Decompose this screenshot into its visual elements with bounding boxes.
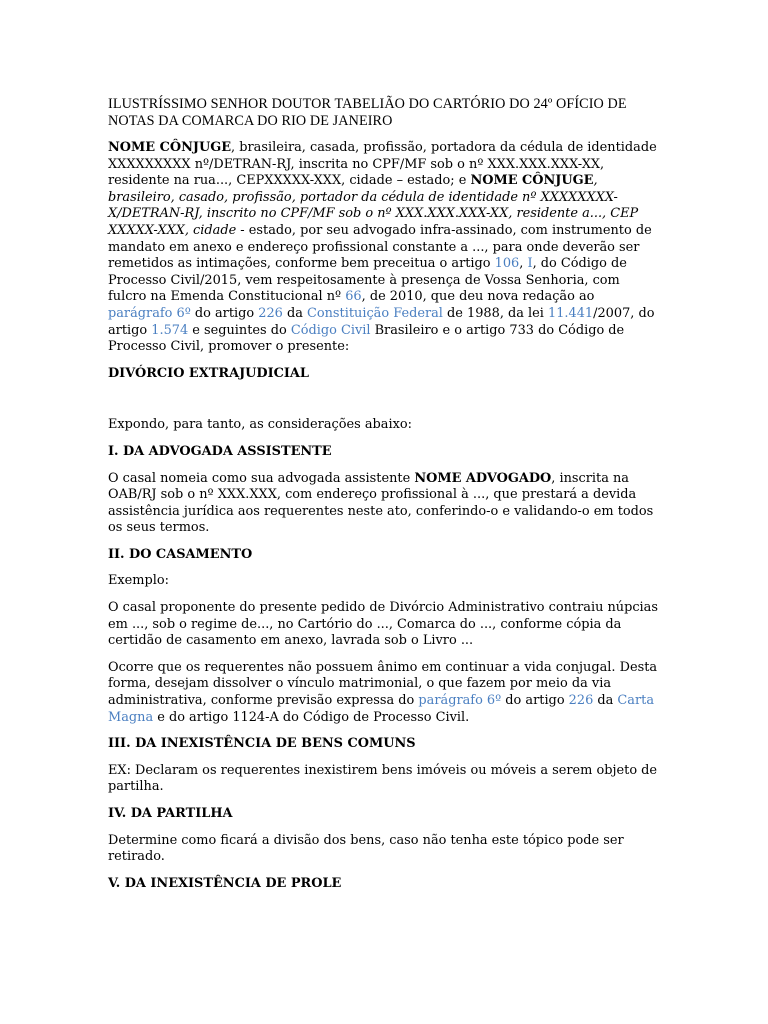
section-2-paragraph-1: O casal proponente do presente pedido de Divórcio Administrativo contraiu núpcias em ..., sob o regime de..., no Cartório do ..., Comarca do ..., conforme cópia da certidão de casamento em anexo, lavrada sob o Livro ... <box>108 600 658 649</box>
section-2-paragraph-2: Ocorre que os requerentes não possuem ânimo em continuar a vida conjugal. Desta forma, desejam dissolver o vínculo matrimonial, o que fazem por meio da via administrativa, conforme previsão expressa do parágrafo 6º do artigo 226 da Carta Magna e do artigo 1124-A do Código de Processo Civil. <box>108 659 658 725</box>
spouse-2-name: NOME CÔNJUGE <box>470 173 594 189</box>
link-paragrafo-6-b[interactable]: parágrafo 6º <box>418 693 502 709</box>
section-1-title: I. DA ADVOGADA ASSISTENTE <box>108 443 332 459</box>
action-title: DIVÓRCIO EXTRAJUDICIAL <box>108 365 309 381</box>
section-4-paragraph: Determine como ficará a divisão dos bens, caso não tenha este tópico pode ser retirado. <box>108 832 624 865</box>
link-carta-magna[interactable]: Carta Magna <box>108 693 654 725</box>
link-paragrafo-6[interactable]: parágrafo 6º <box>108 305 191 321</box>
section-2-title: II. DO CASAMENTO <box>108 546 253 562</box>
link-artigo-226[interactable]: 226 <box>258 305 283 321</box>
link-constituicao-federal[interactable]: Constituição Federal <box>307 305 443 321</box>
link-codigo-civil[interactable]: Código Civil <box>290 322 371 338</box>
link-artigo-106[interactable]: 106 <box>494 256 520 272</box>
section-3-title: III. DA INEXISTÊNCIA DE BENS COMUNS <box>108 736 416 752</box>
section-1-paragraph: O casal nomeia como sua advogada assistente NOME ADVOGADO, inscrita na OAB/RJ sob o nº XXX.XXX, com endereço profissional à ..., que prestará a devida assistência jurídica aos requerentes neste ato, conferindo-o e validando-o em todos os seus termos. <box>108 470 654 536</box>
intro-paragraph: NOME CÔNJUGE, brasileira, casada, profissão, portadora da cédula de identidade XXXXXXXXX nº/DETRAN-RJ, inscrita no CPF/MF sob o nº XXX.XXX.XXX-XX, residente na rua..., CEPXXXXX-XXX, cidade – estado; e NOME CÔNJUGE, brasileiro, casado, profissão, portador da cédula de identidade nº XXXXXXXX-X/DETRAN-RJ, inscrito no CPF/MF sob o nº XXX.XXX.XXX-XX, residente a..., CEP XXXXX-XXX, cidade - estado, por seu advogado infra-assinado, com instrumento de mandato em anexo e endereço profissional constante a ..., para onde deverão ser remetidos as intimações, conforme bem preceitua o artigo 106, I, do Código de Processo Civil/2015, vem respeitosamente à presença de Vossa Senhoria, com fulcro na Emenda Constitucional nº 66, de 2010, que deu nova redação ao parágrafo 6º do artigo 226 da Constituição Federal de 1988, da lei 11.441/2007, do artigo 1.574 e seguintes do Código Civil Brasileiro e o artigo 733 do Código de Processo Civil, promover o presente: <box>108 140 657 355</box>
link-lei-11441[interactable]: 11.441 <box>548 305 594 321</box>
section-2-example-label: Exemplo: <box>108 573 170 589</box>
spacer <box>108 392 660 417</box>
section-5-title: V. DA INEXISTÊNCIA DE PROLE <box>108 875 342 891</box>
addressee-heading: ILUSTRÍSSIMO SENHOR DOUTOR TABELIÃO DO CARTÓRIO DO 24º OFÍCIO DE NOTAS DA COMARCA DO RIO DE JANEIRO <box>108 96 627 129</box>
expondo-line: Expondo, para tanto, as considerações abaixo: <box>108 417 412 433</box>
link-inciso-i[interactable]: I <box>527 256 533 272</box>
link-artigo-226-b[interactable]: 226 <box>568 693 594 709</box>
lawyer-name: NOME ADVOGADO <box>414 470 552 486</box>
section-4-title: IV. DA PARTILHA <box>108 806 233 821</box>
link-artigo-1574[interactable]: 1.574 <box>151 322 189 338</box>
link-ec-66[interactable]: 66 <box>345 289 362 305</box>
section-3-paragraph: EX: Declaram os requerentes inexistirem bens imóveis ou móveis a serem objeto de partilha. <box>108 762 658 795</box>
spouse-1-name: NOME CÔNJUGE <box>108 140 232 155</box>
